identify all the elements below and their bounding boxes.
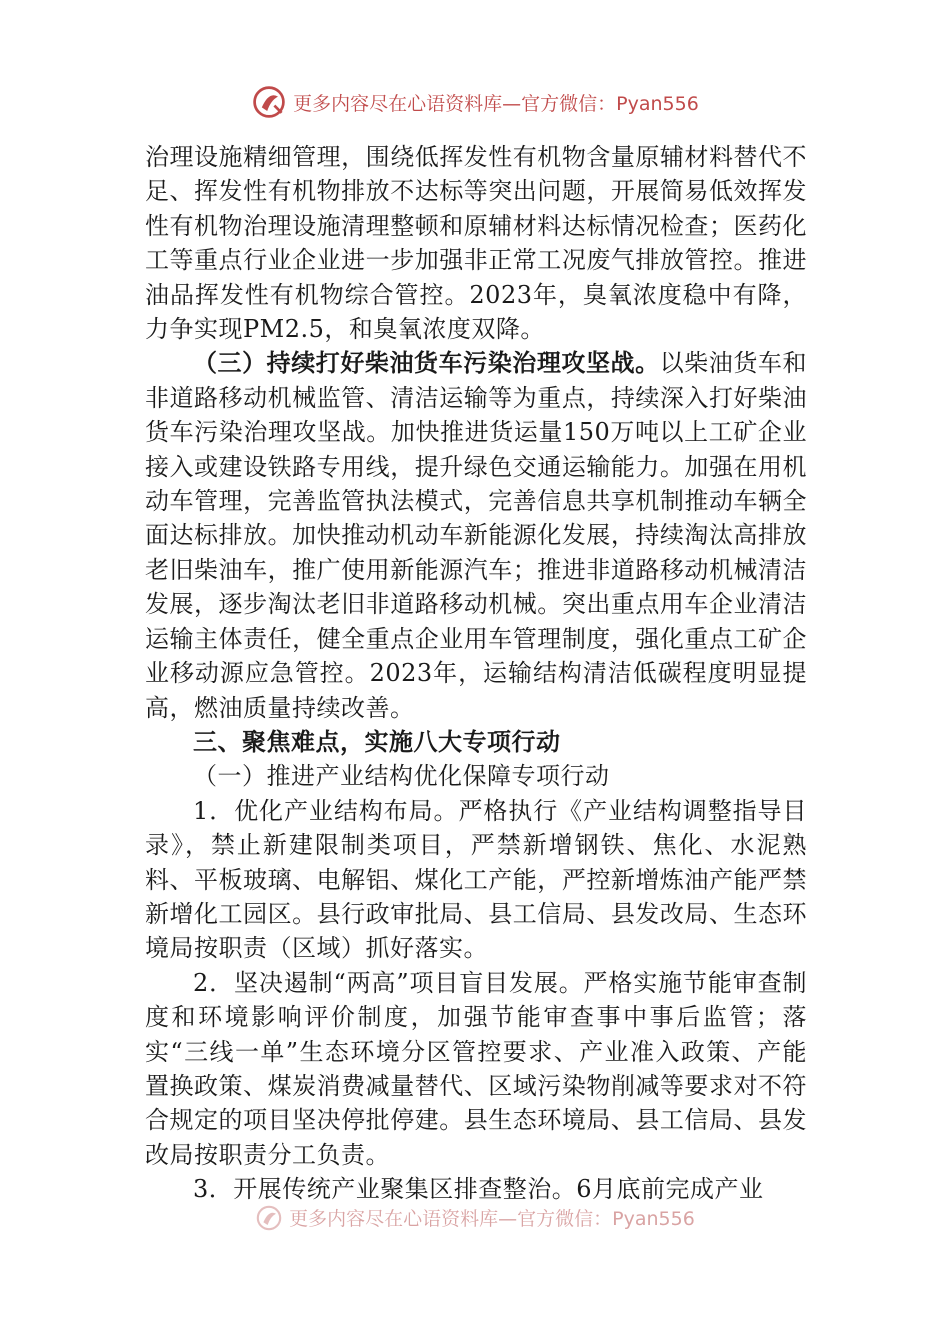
- paragraph-2-lead: （三）持续打好柴油货车污染治理攻坚战。: [193, 348, 660, 378]
- document-body: [145, 140, 807, 1207]
- paragraph-2-text: 以柴油货车和非道路移动机械监管、清洁运输等为重点，持续深入打好柴油货车污染治理攻坚战。加快推进货运量150万吨以上工矿企业接入或建设铁路专用线，提升绿色交通运输能力。加强在用机动车管理，完善监管执法模式，完善信息共享机制推动车辆全面达标排放。加快推动机动车新能源化发展，持续淘汰高排放老旧柴油车，推广使用新能源汽车；推进非道路移动机械清洁发展，逐步淘汰老旧非道路移动机械。突出重点用车企业清洁运输主体责任，健全重点企业用车管理制度，强化重点工矿企业移动源应急管控。2023年，运输结构清洁低碳程度明显提高，燃油质量持续改善。: [145, 349, 807, 722]
- watermark-footer: [0, 1204, 950, 1234]
- subsection-heading: （一）推进产业结构优化保障专项行动: [193, 762, 610, 791]
- watermark-footer-text: 更多内容尽在心语资料库—官方微信：Pyan556: [289, 1208, 695, 1230]
- brand-logo-icon: [255, 1204, 283, 1232]
- paragraph-item-3: 3．开展传统产业聚集区排查整治。6月底前完成产业: [193, 1175, 764, 1204]
- section-heading: 三、聚焦难点，实施八大专项行动: [193, 727, 561, 756]
- watermark-header-text: 更多内容尽在心语资料库—官方微信：Pyan556: [293, 92, 699, 115]
- paragraph-1: 治理设施精细管理，围绕低挥发性有机物含量原辅材料替代不足、挥发性有机物排放不达标等突出问题，开展简易低效挥发性有机物治理设施清理整顿和原辅材料达标情况检查；医药化工等重点行业企业进一步加强非正常工况废气排放管控。推进油品挥发性有机物综合管控。2023年，臭氧浓度稳中有降，力争实现PM2.5，和臭氧浓度双降。: [145, 143, 807, 344]
- paragraph-item-2: 2．坚决遏制“两高”项目盲目发展。严格实施节能审查制度和环境影响评价制度，加强节能审查事中事后监管；落实“三线一单”生态环境分区管控要求、产业准入政策、产能置换政策、煤炭消费减量替代、区域污染物削减等要求对不符合规定的项目坚决停批停建。县生态环境局、县工信局、县发改局按职责分工负责。: [145, 968, 807, 1169]
- paragraph-item-1: 1．优化产业结构布局。严格执行《产业结构调整指导目录》，禁止新建限制类项目，严禁新增钢铁、焦化、水泥熟料、平板玻璃、电解铝、煤化工产能，严控新增炼油产能严禁新增化工园区。县行政审批局、县工信局、县发改局、生态环境局按职责（区域）抓好落实。: [145, 796, 807, 963]
- watermark-header: [0, 82, 950, 122]
- brand-logo-icon: [251, 84, 287, 120]
- paragraph-2: [145, 346, 807, 724]
